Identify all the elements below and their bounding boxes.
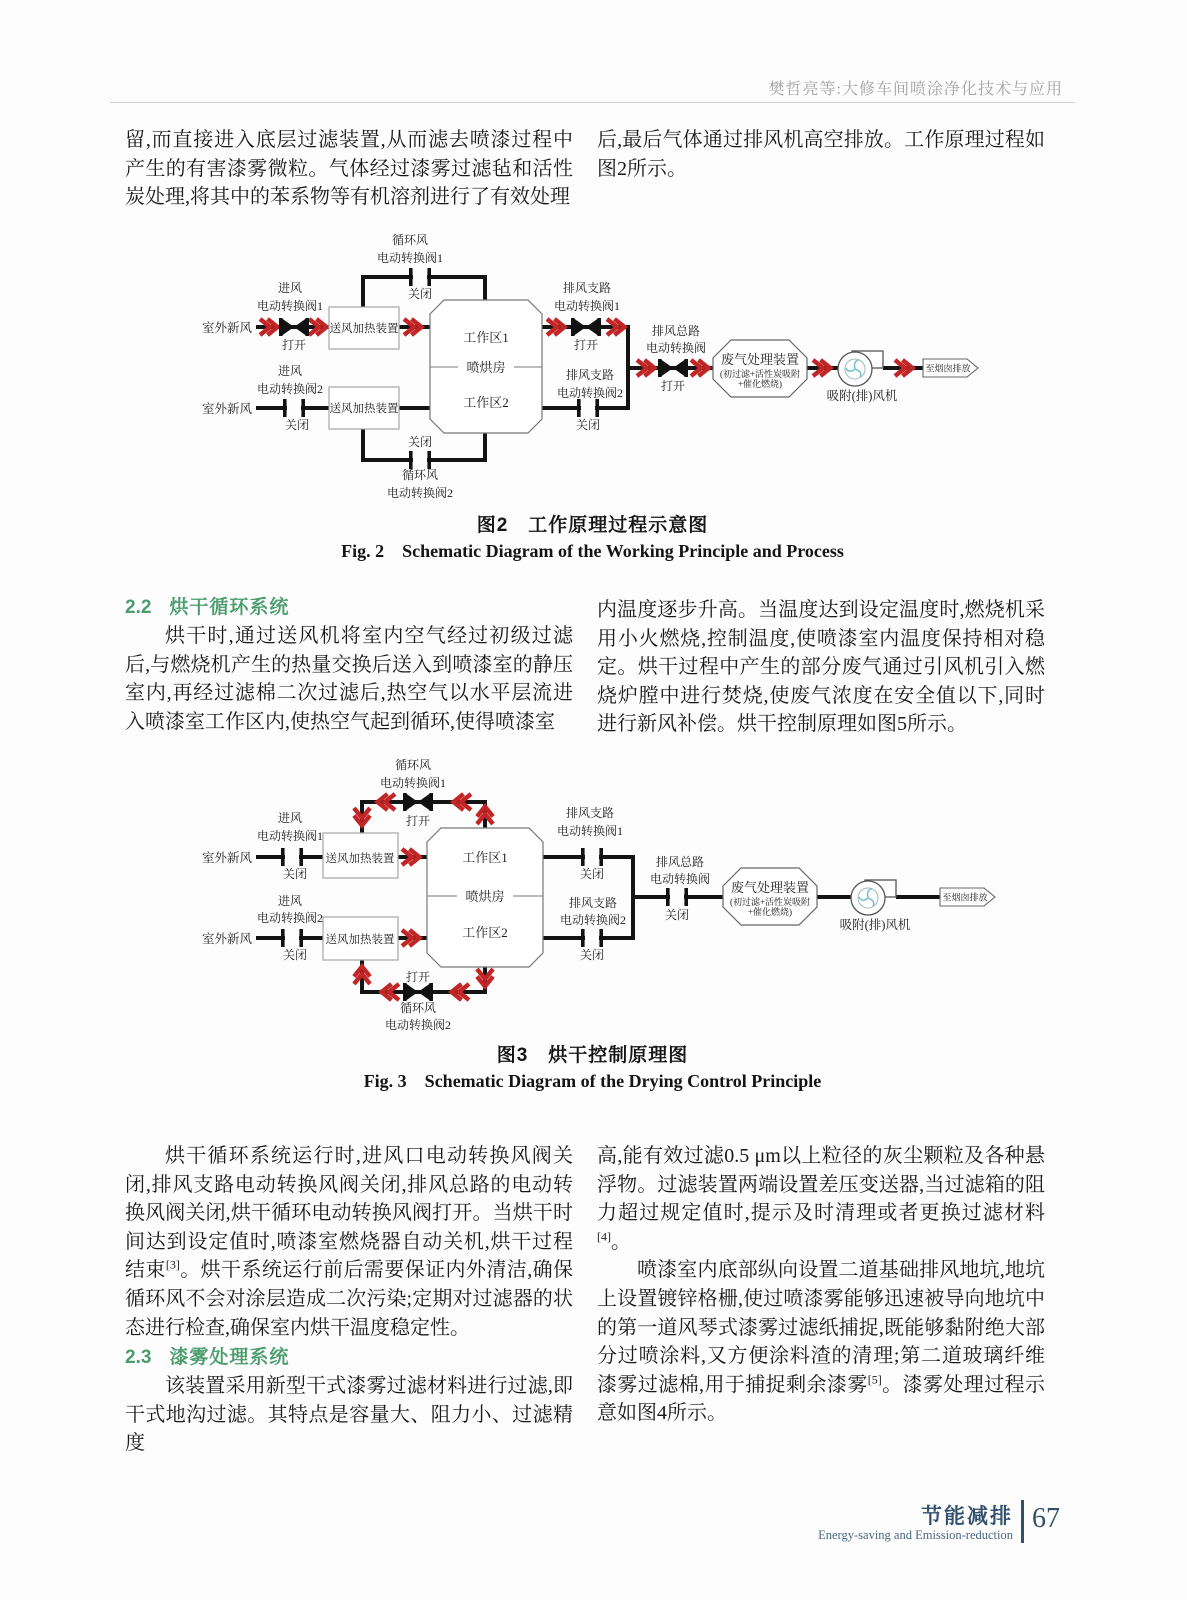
fig2-work-zone2-label: 工作区2 (463, 395, 509, 410)
fig2-inlet-valve1-label: 进风 (277, 281, 303, 295)
fig2-circ-valve2-state: 关闭 (407, 435, 433, 449)
fig3-treatment-label: 废气处理装置 (730, 880, 810, 895)
valve-closed-icon (666, 888, 688, 906)
fig2-branch-valve2-state: 关闭 (575, 418, 601, 432)
running-header: 樊哲亮等:大修车间喷涂净化技术与应用 (768, 81, 1063, 98)
fig3-heater2-label: 送风加热装置 (325, 934, 395, 946)
fig2-heater1-label: 送风加热装置 (329, 323, 399, 335)
figure3-caption-en: Fig. 3 Schematic Diagram of the Drying Control Principle (363, 1071, 822, 1091)
page-number: 67 (1032, 1503, 1060, 1534)
figure3-caption-zh: 图3 烘干控制原理图 (496, 1045, 689, 1066)
fig3-circ-valve2-label2: 电动转换阀2 (384, 1018, 452, 1032)
fig2-treatment-label: 废气处理装置 (720, 352, 800, 367)
fig3-branch-valve2-label2: 电动转换阀2 (559, 913, 627, 927)
valve-closed-icon (581, 929, 603, 947)
fig3-booth-label: 喷烘房 (465, 889, 505, 904)
valve-open-icon (571, 318, 601, 336)
fig3-circ-valve1-state: 打开 (405, 814, 431, 828)
fig3-heater1-label: 送风加热装置 (325, 853, 395, 865)
section-number: 2.3 (125, 1347, 152, 1368)
fig2-inlet-valve1-state: 打开 (281, 338, 307, 352)
fig3-inlet-valve2-state: 关闭 (282, 948, 308, 962)
fig2-branch-valve2-label: 排风支路 (565, 368, 615, 382)
section23-column (125, 1372, 573, 1458)
fig3-main-valve-state: 关闭 (664, 908, 690, 922)
paragraph: 烘干时,通过送风机将室内空气经过初级过滤后,与燃烧机产生的热量交换后送入到喷漆室的静压室内,再经过滤棉二次过滤后,热空气以水平层流进入喷漆室工作区内,使热空气起到循环,使得喷漆室 (125, 625, 573, 733)
fig2-inlet-valve1-label2: 电动转换阀1 (256, 299, 324, 313)
intro-right-column (597, 126, 1045, 183)
fig3-branch-valve2-label: 排风支路 (568, 896, 618, 910)
fig2-fan-label: 吸附(排)风机 (826, 389, 898, 403)
valve-closed-icon (577, 399, 599, 417)
fig2-treatment-sub2: +催化燃烧) (737, 379, 783, 389)
paragraph: 烘干循环系统运行时,进风口电动转换风阀关闭,排风支路电动转换风阀关闭,排风总路的电动转换风阀关闭,烘干循环电动转换风阀打开。当烘干时间达到设定值时,喷漆室燃烧器自动关机,烘干过程结束[3]。烘干系统运行前后需要保证内外清洁,确保循环风不会对涂层造成二次污染;定期对过滤器的状态进行检查,确保室内烘干温度稳定性。 (125, 1145, 574, 1339)
fig3-inlet-valve1-label: 进风 (277, 811, 303, 825)
journal-name-zh: 节能减排 (921, 1505, 1013, 1528)
fig3-inlet-valve2-label: 进风 (277, 894, 303, 908)
paragraph: 喷漆室内底部纵向设置二道基础排风地坑,地坑上设置镀锌格栅,使过喷漆雾能够迅速被导向地坑中的第一道风琴式漆雾过滤纸捕捉,既能够黏附绝大部分过喷涂料,又方便涂料渣的清理;第二道玻璃纤维漆雾过滤棉,用于捕捉剩余漆雾[5]。漆雾处理过程示意如图4所示。 (597, 1259, 1046, 1425)
fig2-circ-valve1-state: 关闭 (407, 287, 433, 301)
section22-left-column (125, 622, 573, 736)
valve-closed-icon (281, 929, 303, 947)
bottom-left-column (125, 1142, 573, 1342)
fig2-branch-valve2-label2: 电动转换阀2 (556, 386, 624, 400)
figure2-caption-zh: 图2 工作原理过程示意图 (476, 515, 709, 536)
header-rule (110, 102, 1075, 103)
fig2-treatment-sub1: (初过滤+活性炭吸附 (719, 369, 801, 379)
figure2-caption-en-row (110, 537, 1075, 563)
bottom-right-column (597, 1142, 1045, 1428)
intro-left-column (125, 126, 573, 212)
fig3-branch-valve2-state: 关闭 (579, 948, 605, 962)
valve-open-icon (403, 793, 433, 811)
section-2-3-heading (125, 1342, 289, 1369)
fig3-circ-valve1-label: 循环风 (394, 758, 432, 772)
journal-name-en: Energy-saving and Emission-reduction (818, 1528, 1013, 1542)
valve-open-icon (658, 359, 688, 377)
fig2-branch-valve1-label: 排风支路 (562, 281, 612, 295)
fig3-treatment-sub2: +催化燃烧) (747, 907, 793, 917)
fig2-main-valve-state: 打开 (660, 379, 686, 393)
figure3-caption-en-row (110, 1067, 1075, 1093)
valve-open-icon (279, 318, 309, 336)
fig2-heater2-label: 送风加热装置 (329, 403, 399, 415)
fig3-inlet-valve1-label2: 电动转换阀1 (256, 829, 324, 843)
valve-closed-icon (283, 399, 305, 417)
fig2-circ-valve2-label: 循环风 (401, 468, 439, 482)
paragraph: 留,而直接进入底层过滤装置,从而滤去喷漆过程中产生的有害漆雾微粒。气体经过漆雾过滤毡和活性炭处理,将其中的苯系物等有机溶剂进行了有效处理 (125, 129, 573, 209)
valve-closed-icon (409, 268, 431, 286)
fig2-main-valve-label: 排风总路 (651, 324, 701, 338)
figure3-caption (110, 1040, 1075, 1067)
figure2-schematic (110, 228, 1010, 520)
fig3-circ-valve2-label: 循环风 (399, 1001, 437, 1015)
fig2-inlet-valve2-label: 进风 (277, 364, 303, 378)
figure3-schematic (110, 755, 1010, 1047)
fig3-treatment-sub1: (初过滤+活性炭吸附 (729, 897, 811, 907)
fig2-outdoor-air2-label: 室外新风 (201, 402, 252, 416)
fig3-work-zone2-label: 工作区2 (462, 925, 508, 940)
footer-divider-bar (1021, 1500, 1024, 1543)
figure2-caption (110, 510, 1075, 537)
fig3-main-valve-label: 排风总路 (655, 855, 705, 869)
fig3-chimney-label: 至烟囱排放 (942, 892, 988, 903)
fig2-outdoor-air1-label: 室外新风 (201, 321, 252, 335)
fig2-circ-valve1-label2: 电动转换阀1 (376, 251, 444, 265)
fig2-branch-valve1-label2: 电动转换阀1 (553, 299, 621, 313)
fig3-outdoor-air1-label: 室外新风 (201, 851, 252, 865)
fig3-inlet-valve1-state: 关闭 (282, 867, 308, 881)
fig3-inlet-valve2-label2: 电动转换阀2 (256, 911, 324, 925)
fig3-branch-valve1-label2: 电动转换阀1 (556, 824, 624, 838)
fig2-circ-valve2-label2: 电动转换阀2 (386, 486, 454, 500)
section-2-2-heading (125, 592, 289, 619)
fig3-branch-valve1-state: 关闭 (579, 867, 605, 881)
fig2-booth-label: 喷烘房 (466, 360, 506, 375)
fig3-main-valve-label2: 电动转换阀 (649, 872, 711, 886)
fig2-inlet-valve2-state: 关闭 (284, 418, 310, 432)
section-title: 漆雾处理系统 (169, 1347, 290, 1368)
section-title: 烘干循环系统 (169, 597, 290, 618)
fig3-work-zone1-label: 工作区1 (462, 850, 508, 865)
fig2-circ-valve1-label: 循环风 (391, 233, 429, 247)
paragraph: 高,能有效过滤0.5 μm以上粒径的灰尘颗粒及各种悬浮物。过滤装置两端设置差压变送器,当过滤箱的阻力超过规定值时,提示及时清理或者更换过滤材料[4]。 (597, 1145, 1045, 1253)
fig3-circ-valve1-label2: 电动转换阀1 (379, 776, 447, 790)
fan-icon (838, 351, 883, 386)
fig3-fan-label: 吸附(排)风机 (839, 918, 911, 932)
fig3-branch-valve1-label: 排风支路 (565, 806, 615, 820)
fig2-chimney-label: 至烟囱排放 (925, 363, 971, 374)
paragraph: 后,最后气体通过排风机高空排放。工作原理过程如图2所示。 (597, 129, 1045, 180)
section22-right-column (597, 596, 1045, 739)
valve-closed-icon (581, 848, 603, 866)
fig2-inlet-valve2-label2: 电动转换阀2 (256, 382, 324, 396)
fig3-circ-valve2-state: 打开 (405, 970, 431, 984)
fig2-branch-valve1-state: 打开 (573, 338, 599, 352)
paragraph: 内温度逐步升高。当温度达到设定温度时,燃烧机采用小火燃烧,控制温度,使喷漆室内温度保持相对稳定。烘干过程中产生的部分废气通过引风机引入燃烧炉膛中进行焚烧,使废气浓度在安全值以下,同时进行新风补偿。烘干控制原理如图5所示。 (597, 599, 1045, 736)
valve-closed-icon (281, 848, 303, 866)
fig3-outdoor-air2-label: 室外新风 (201, 932, 252, 946)
valve-open-icon (403, 983, 433, 1001)
valve-closed-icon (409, 451, 431, 469)
fan-icon (851, 880, 896, 915)
section-number: 2.2 (125, 597, 152, 618)
fig2-work-zone1-label: 工作区1 (463, 330, 509, 345)
paragraph: 该装置采用新型干式漆雾过滤材料进行过滤,即干式地沟过滤。其特点是容量大、阻力小、过滤精度 (125, 1375, 573, 1455)
figure2-caption-en: Fig. 2 Schematic Diagram of the Working Principle and Process (341, 541, 844, 561)
fig2-main-valve-label2: 电动转换阀 (645, 341, 707, 355)
